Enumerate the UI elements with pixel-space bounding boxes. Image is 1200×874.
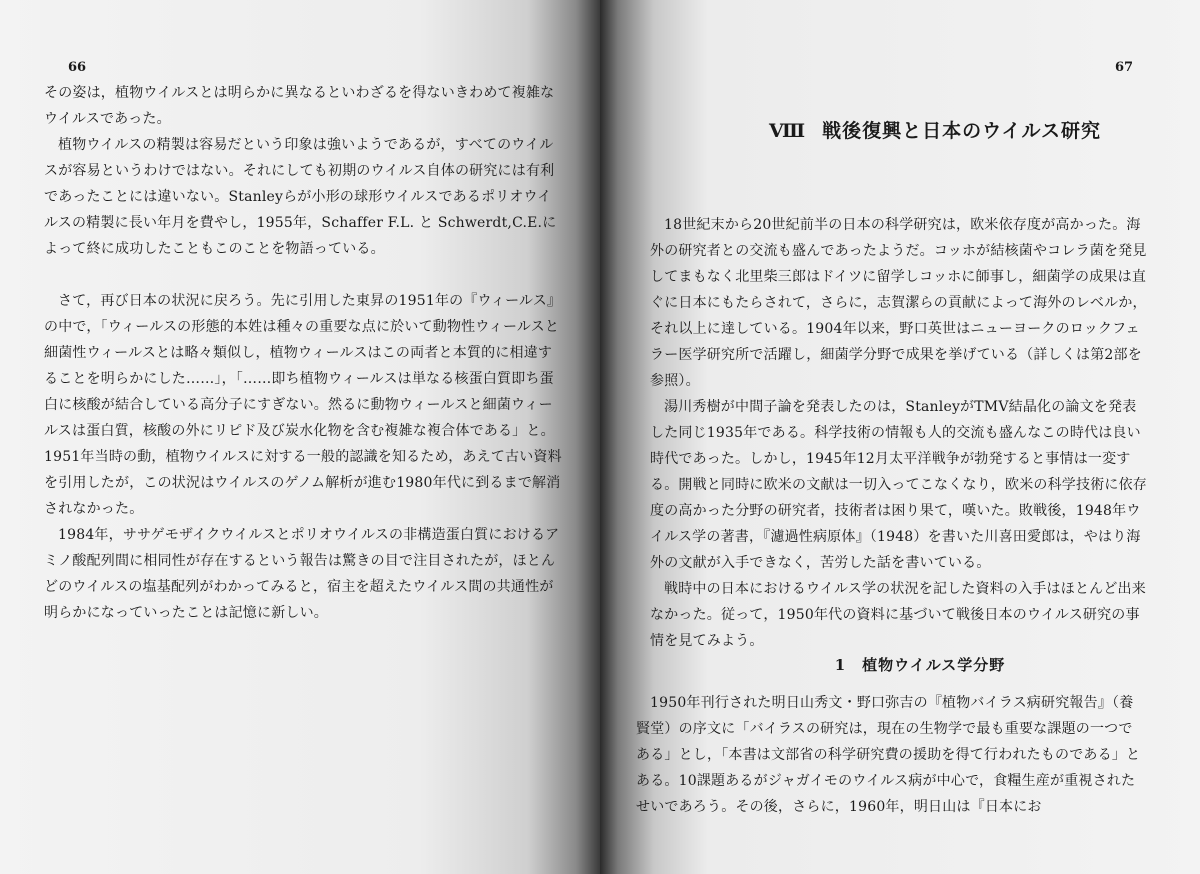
paragraph: 1984年，ササゲモザイクウイルスとポリオウイルスの非構造蛋白質におけるアミノ酸配列間に相同性が存在するという報告は驚きの目で注目されたが，ほとんどのウイルスの塩基配列がわかってみると，宿主を超えたウイルス間の共通性が明らかになっていったことは記憶に新しい。: [44, 527, 560, 621]
section-heading: [600, 654, 1200, 675]
chapter-numeral: Ⅷ: [769, 120, 807, 142]
paragraph: その姿は，植物ウイルスとは明らかに異なるといわざるを得ないきわめて複雑なウイルスであった。: [44, 85, 555, 127]
body-text: [650, 212, 1150, 654]
page-number: 67: [1115, 60, 1134, 75]
page-number: 66: [68, 60, 87, 75]
paragraph: 植物ウイルスの精製は容易だという印象は強いようであるが，すべてのウイルスが容易というわけではない。それにしても初期のウイルス自体の研究には有利であったことには違いない。Stanleyらが小形の球形ウイルスであるポリオウイルスの精製に長い年月を費やし，1955年，Schaffer F.L. と Schwerdt,C.E.によって終に成功したこともこのことを物語っている。: [44, 137, 557, 257]
paragraph: さて，再び日本の状況に戻ろう。先に引用した東昇の1951年の『ウィールス』の中で，「ウィールスの形態的本姓は種々の重要な点に於いて動物性ウィールスと細菌性ウィールスとは略々類似し，植物ウィールスはこの両者と本質的に相違することを明らかにした……」，「……即ち植物ウィールスは単なる核蛋白質即ち蛋白に核酸が結合している高分子にすぎない。然るに動物ウィールスと細菌ウィールスは蛋白質，核酸の外にリピド及び炭水化物を含む複雑な複合体である」と。1951年当時の動，植物ウイルスに対する一般的認識を知るため，あえて古い資料を引用したが，この状況はウイルスのゲノム解析が進む1980年代に到るまで解消されなかった。: [44, 293, 562, 517]
body-text: [44, 80, 564, 626]
paragraph: 湯川秀樹が中間子論を発表したのは，StanleyがTMV結晶化の論文を発表した同じ1935年である。科学技術の情報も人的交流も盛んなこの時代は良い時代であった。しかし，1945年12月太平洋戦争が勃発すると事情は一変する。開戦と同時に欧米の文献は一切入ってこなくなり，欧米の科学技術に依存度の高かった分野の研究者，技術者は困り果て，嘆いた。敗戦後，1948年ウイルス学の著書，『濾過性病原体』（1948）を書いた川喜田愛郎は，やはり海外の文献が入手できなく，苦労した話を書いている。: [650, 399, 1147, 571]
section-body-text: [636, 690, 1146, 820]
section-title: 植物ウイルス学分野: [862, 656, 1006, 674]
paragraph: 18世紀末から20世紀前半の日本の科学研究は，欧米依存度が高かった。海外の研究者との交流も盛んであったようだ。コッホが結核菌やコレラ菌を発見してまもなく北里柴三郎はドイツに留学しコッホに師事し，細菌学の成果は直ぐに日本にもたらされて，さらに，志賀潔らの貢献によって海外のレベルか，それ以上に達している。1904年以来，野口英世はニューヨークのロックフェラー医学研究所で活躍し，細菌学分野で成果を挙げている（詳しくは第2部を参照）。: [650, 217, 1147, 389]
chapter-heading: [600, 116, 1200, 143]
section-number: 1: [834, 656, 847, 674]
chapter-title: 戦後復興と日本のウイルス研究: [822, 120, 1101, 142]
right-page: [600, 0, 1200, 874]
paragraph: 戦時中の日本におけるウイルス学の状況を記した資料の入手はほとんど出来なかった。従って，1950年代の資料に基づいて戦後日本のウイルス研究の事情を見てみよう。: [650, 581, 1146, 649]
paragraph: 1950年刊行された明日山秀文・野口弥吉の『植物バイラス病研究報告』（養賢堂）の序文に「バイラスの研究は，現在の生物学で最も重要な課題の一つである」とし，「本書は文部省の科学研究費の援助を得て行われたものである」とある。10課題あるがジャガイモのウイルス病が中心で，食糧生産が重視されたせいであろう。その後，さらに，1960年，明日山は『日本にお: [636, 695, 1141, 815]
